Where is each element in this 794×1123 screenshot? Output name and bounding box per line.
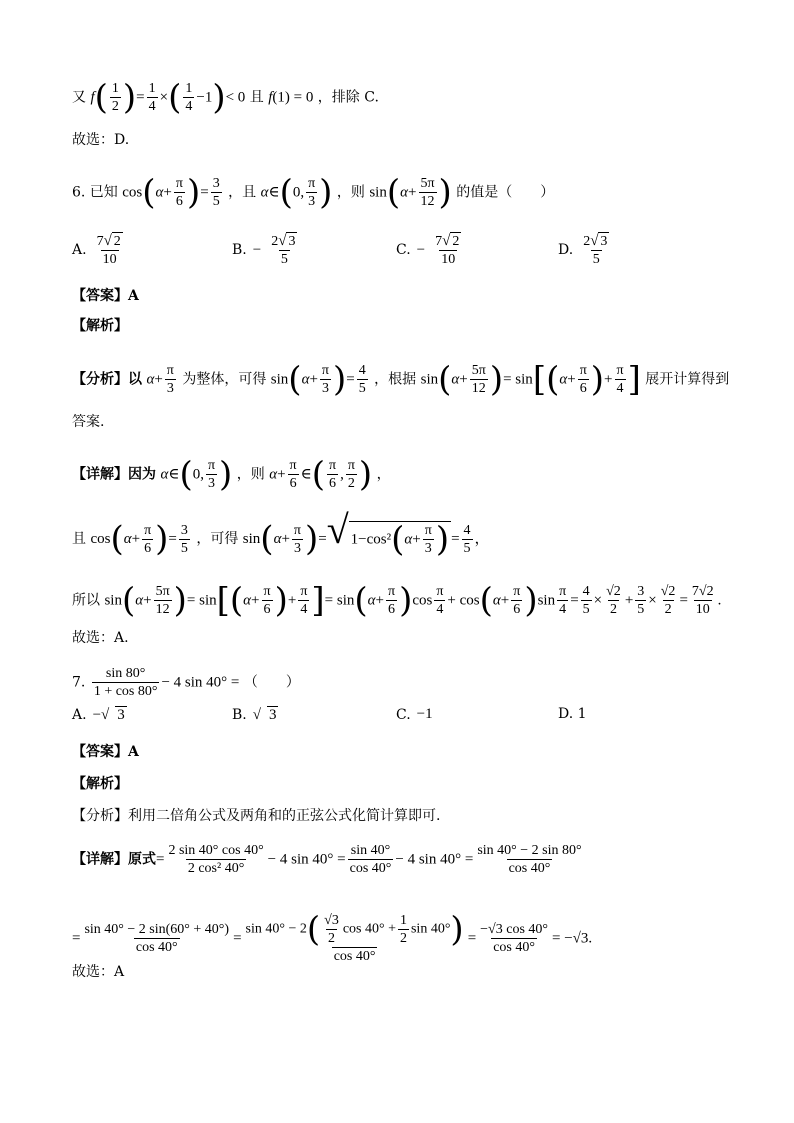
question-6: 6. 已知 cos(α+ $\frac{\pi}{6}$ )= $\frac{3}{5}$ ，且 α∈(0, $\frac{\pi}{3}$ ) ，则 sin(α+ $\frac{5\pi}{12}$ ) 的值是（ ） bbox=[72, 172, 555, 213]
choose-a-7: 故选：A bbox=[72, 964, 125, 980]
text: 展开计算得到 bbox=[645, 371, 730, 388]
text: ，则 bbox=[336, 184, 365, 201]
q6-option-c: C. − $\frac{7√ 2}{10}$ bbox=[396, 233, 460, 267]
text: 且 bbox=[249, 89, 264, 106]
option-label: A. bbox=[72, 707, 87, 723]
q7-option-a: A. −√ 3 bbox=[72, 706, 125, 723]
q7-option-b: B. √ 3 bbox=[232, 706, 277, 723]
fenxi-7: 【分析】利用二倍角公式及两角和的正弦公式化简计算即可. bbox=[72, 808, 441, 824]
text: ，且 bbox=[228, 184, 257, 201]
option-label: C. bbox=[396, 706, 411, 723]
line-exclude-c: 又 f( $\frac{1}{2}$ )= $\frac{1}{4}$ ×( $\frac{1}{4}$ −1)< 0 且 f(1) = 0 ，排除 C. bbox=[72, 77, 379, 118]
choose-a-6: 故选：A. bbox=[72, 630, 129, 646]
text: （ ） bbox=[243, 674, 300, 691]
question-number: 6. 已知 bbox=[72, 184, 118, 201]
option-label: C. bbox=[396, 242, 411, 258]
text: 且 bbox=[72, 531, 86, 547]
text: 又 bbox=[72, 89, 86, 106]
fenxi-6: 【分析】以 α+ $\frac{\pi}{3}$ 为整体，可得 sin(α+ $\frac{\pi}{3}$ )= $\frac{4}{5}$ ，根据 sin(α+ $\frac{5\pi}{12}$ )= sin[(α+ $\frac{\pi}{6}$ )+ $\frac{\pi}{4}$ ] 展开计算得到 bbox=[72, 359, 730, 400]
question-number: 7. bbox=[72, 674, 86, 691]
text: 【分析】以 bbox=[72, 371, 142, 388]
text: 为整体，可得 bbox=[182, 371, 267, 388]
text: 的值是（ ） bbox=[456, 184, 555, 201]
answer-6: 【答案】A bbox=[72, 288, 139, 304]
xiangjie-6-line3: 所以 sin(α+ $\frac{5\pi}{12}$ )= sin[(α+ $\frac{\pi}{6}$ )+ $\frac{\pi}{4}$ ]= sin(α+ $\frac{\pi}{6}$ )cos $\frac{\pi}{4}$ + cos(α+ $\frac{\pi}{6}$ )sin $\frac{\pi}{4}$ = $\frac{4}{5}$ × $\frac{√2}{2}$ + $\frac{3}{5}$ × $\frac{√2}{2}$ = $\frac{7√2}{10}$ . bbox=[72, 580, 722, 621]
text: 【详解】因为 bbox=[72, 466, 156, 483]
q7-option-c: C. −1 bbox=[396, 706, 433, 723]
text: 【详解】原式 bbox=[72, 851, 156, 868]
question-7: 7. $\frac{\sin 80^\circ}{1 + \cos 80^\circ}$ − 4 sin 40° = （ ） bbox=[72, 666, 300, 699]
option-label: B. bbox=[232, 242, 247, 258]
option-label: B. bbox=[232, 707, 247, 723]
text: ， bbox=[376, 466, 391, 483]
option-label: D. bbox=[558, 242, 574, 258]
option-label: A. bbox=[72, 242, 87, 258]
q7-option-d bbox=[558, 706, 587, 722]
analysis-6: 【解析】 bbox=[72, 318, 128, 334]
xiangjie-7: 【详解】原式= $\frac{2 \sin 40^\circ \cos 40^\circ}{\text{2 cos² 40°}}$ − 4 sin 40° = $\frac{\sin 40^\circ}{\cos 40^\circ}$ − 4 sin 40° = $\frac{\sin 40^\circ - 2 \sin 80^\circ}{\cos 40^\circ}$ bbox=[72, 843, 582, 876]
answer-7: 【答案】A bbox=[72, 744, 139, 760]
fenxi-6-cont: 答案. bbox=[72, 414, 105, 430]
option-label: D. 1 bbox=[558, 706, 587, 722]
q6-option-a: A. $\frac{7√ 2}{10}$ bbox=[72, 233, 121, 267]
text: ，则 bbox=[236, 466, 265, 483]
analysis-7: 【解析】 bbox=[72, 776, 128, 792]
q6-option-d: D. $\frac{2√ 3}{5}$ bbox=[558, 233, 608, 267]
xiangjie-6: 【详解】因为 α∈(0, $\frac{\pi}{3}$ ) ，则 α+ $\frac{\pi}{6}$ ∈( $\frac{\pi}{6}$ , $\frac{\pi}{2}$ ) ， bbox=[72, 454, 391, 495]
xiangjie-6-line2: 且 cos(α+ $\frac{\pi}{6}$ )= $\frac{3}{5}$ ，可得 sin(α+ $\frac{\pi}{3}$ )=√ 1−cos²(α+ $\frac{\pi}{3}$ ) = $\frac{4}{5}$ ， bbox=[72, 507, 490, 559]
text: ，根据 bbox=[374, 371, 417, 388]
q6-option-b: B. − $\frac{2√ 3}{5}$ bbox=[232, 233, 296, 267]
xiangjie-7-line2: = $\frac{\sin 40^\circ - 2 \sin(60^\circ + 40^\circ)}{\cos 40^\circ}$ = sin 40° − 2( $\frac{√3}{2}$ cos 40° + $\frac{1}{2}$ sin 40°) cos 40° = $\frac{-√3 \cos 40^\circ}{\cos 40^\circ}$ = −√3. bbox=[72, 909, 593, 964]
choose-d: 故选：D. bbox=[72, 132, 130, 148]
text: ，可得 bbox=[196, 531, 239, 547]
text: 所以 bbox=[72, 592, 100, 609]
text: ，排除 C. bbox=[317, 89, 379, 106]
